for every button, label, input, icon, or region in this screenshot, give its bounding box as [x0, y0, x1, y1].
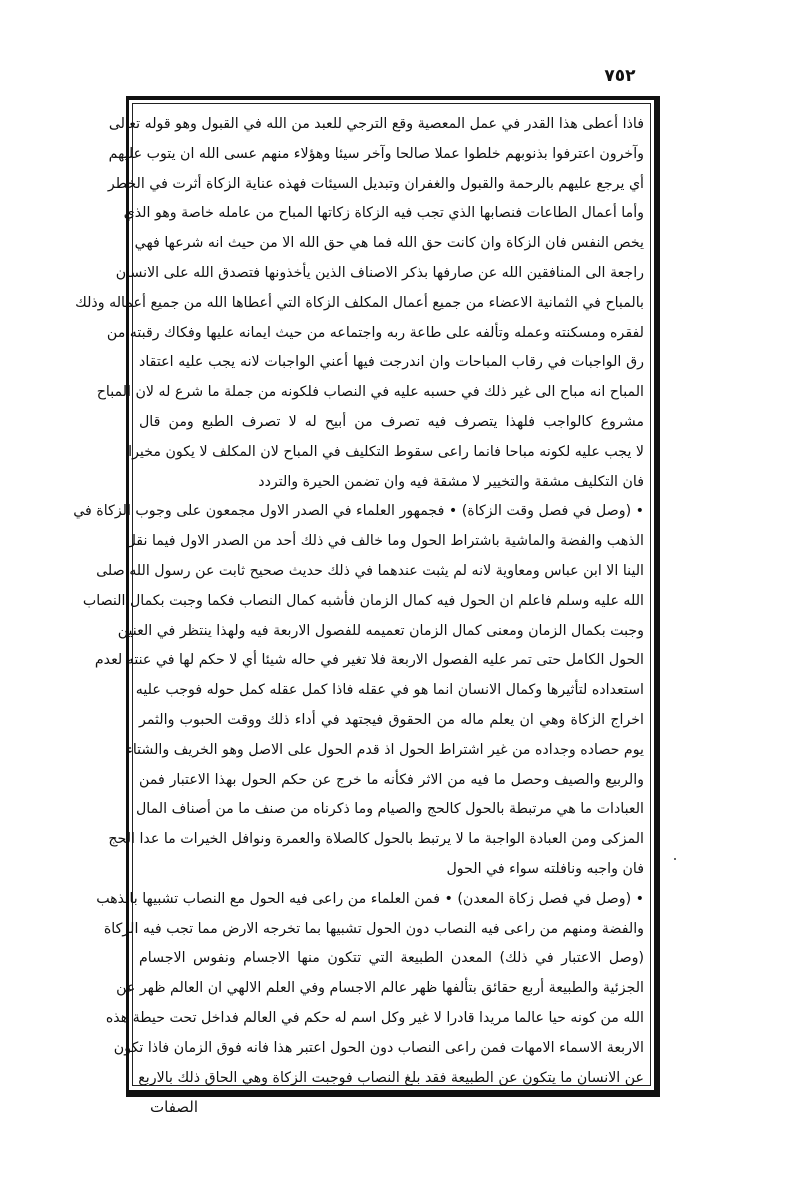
text-line: عن الانسان ما يتكون عن الطبيعة فقد بلغ النصاب فوجبت الزكاة وهي الحاق ذلك بالاربع: [138, 1069, 644, 1086]
text-line: مشروع كالواجب فلهذا يتصرف فيه تصرف من أبيح له لا تصرف الطبع ومن قال: [139, 413, 644, 430]
text-line: وأما أعمال الطاعات فنصابها الذي تجب فيه الزكاة زكاتها المباح من عامله خاصة وهو الذي: [123, 205, 644, 222]
text-line: العبادات ما هي مرتبطة بالحول كالحج والصيام وما ذكرناه من صنف ما من أصناف المال: [135, 801, 644, 818]
text-line: راجعة الى المنافقين الله عن صارفها بذكر الاصناف الذين يأخذونها فتصدق الله على الانسان: [115, 264, 644, 281]
text-line: الجزئية والطبيعة أربع حقائق بتألفها ظهر عالم الاجسام وفي العلم الالهي ان العالم ظهر عن: [116, 980, 644, 997]
text-line: لفقره ومسكنته وعمله وتألفه على طاعة ربه واجتماعه من حيث ايمانه عليها وفكاك رقبته من: [106, 324, 644, 341]
text-line: يخص النفس فان الزكاة وان كانت حق الله فما هي حق الله الا من حيث انه شرعها فهي: [134, 235, 644, 252]
text-line: الله عليه وسلم فاعلم ان الحول فيه كمال الزمان فأشبه كمال النصاب فكما وجبت بكمال النصاب: [82, 592, 644, 609]
text-line: اخراج الزكاة وهي ان يعلم ماله من الحقوق فيجتهد في أداء ذلك ووقت الحبوب والثمر: [139, 711, 644, 728]
section-heading-line: • (وصل في فصل زكاة المعدن) • فمن العلماء من راعى فيه الحول مع النصاب تشبيها بالذهب: [96, 890, 644, 907]
text-line: الله من كونه حيا عالما مريدا قادرا لا غير وكل اسم له حكم في العالم فداخل تحت حيطة هذه: [105, 1009, 644, 1026]
text-line-paragraph-end: فان التكليف مشقة والتخيير لا مشقة فيه وان تضمن الحيرة والتردد: [258, 473, 644, 490]
text-line: الذهب والفضة والماشية باشتراط الحول وما خالف في ذلك أحد من الصدر الاول فيما نقل: [125, 533, 644, 550]
text-line: وآخرون اعترفوا بذنوبهم خلطوا عملا صالحا وآخر سيئا وهؤلاء منهم عسى الله ان يتوب عليهم: [108, 145, 644, 162]
text-line: (وصل الاعتبار في ذلك) المعدن الطبيعة التي تتكون منها الاجسام ونفوس الاجسام: [139, 950, 644, 967]
text-body: [73, 110, 644, 1093]
text-line: يوم حصاده وجداده من غير اشتراط الحول اذ قدم الحول على الاصل وهو الخريف والشتاء: [126, 741, 644, 758]
text-line: فاذا أعطى هذا القدر في عمل المعصية وقع الترجي للعبد من الله في القبول وهو قوله تعالى: [108, 116, 644, 132]
text-line-paragraph-end: فان واجبه ونافلته سواء في الحول: [446, 860, 644, 877]
text-line: وجبت بكمال الزمان ومعنى كمال الزمان تعميمه للفصول الاربعة فيه ولهذا ينتظر في العنين: [117, 622, 644, 639]
text-line: الاربعة الاسماء الامهات فمن راعى النصاب دون الحول اعتبر هذا فانه فوق الزمان فاذا تكون: [113, 1039, 644, 1056]
text-line: أي يرجع عليهم بالرحمة والقبول والغفران وتبديل السيئات فهذه عناية الزكاة أثرت في الخطر: [107, 175, 644, 192]
text-line: المزكى ومن العبادة الواجبة ما لا يرتبط بالحول كالصلاة والعمرة ونوافل الخيرات ما عدا الحج: [108, 831, 644, 848]
catchword: الصفات: [150, 1098, 199, 1116]
text-line: الحول الكامل حتى تمر عليه الفصول الاربعة فلا تغير في حاله شيئا أي لا حكم لها في عنته لعدم: [94, 652, 644, 669]
page-frame-inner-rule: [73, 103, 651, 1086]
text-line: والربيع والصيف وحصل ما فيه من الاثر فكأنه ما خرج عن حكم الحول بهذا الاعتبار فمن: [139, 771, 644, 788]
text-line: والفضة ومنهم من راعى فيه النصاب دون الحول تشبيها بما تخرجه الارض مما تجب فيه الزكاة: [103, 920, 644, 937]
page-number: ٧٥٢: [604, 66, 636, 86]
text-line: الينا الا ابن عباس ومعاوية لانه لم يثبت عندهما في ذلك حديث صحيح ثابت عن رسول الله صلى: [96, 562, 644, 579]
section-heading-line: • (وصل في فصل وقت الزكاة) • فجمهور العلماء في الصدر الاول مجمعون على وجوب الزكاة في: [73, 503, 644, 520]
text-line: لا يجب عليه لكونه مباحا فانما راعى سقوط التكليف في المباح لان المكلف لا يكون مخيرا: [128, 443, 644, 460]
text-line: بالمباح في الثمانية الاعضاء من جميع أعمال المكلف الزكاة التي أعطاها الله من جميع أعماله وذلك: [75, 294, 644, 311]
text-line: استعداده لتأثيرها وكمال الانسان انما هو في عقله فاذا كمل عقله كمل حوله فوجب عليه: [135, 682, 644, 699]
text-line: المباح انه مباح الى غير ذلك في حسبه عليه في النصاب فلكونه من جملة ما شرع له لان المباح: [96, 384, 644, 401]
text-line: رق الواجبات في رقاب المباحات وان اندرجت فيها أعني الواجبات لانه يجب عليه اعتقاد: [139, 354, 644, 371]
scan-speck: [674, 858, 676, 860]
page-frame: [73, 96, 660, 1097]
